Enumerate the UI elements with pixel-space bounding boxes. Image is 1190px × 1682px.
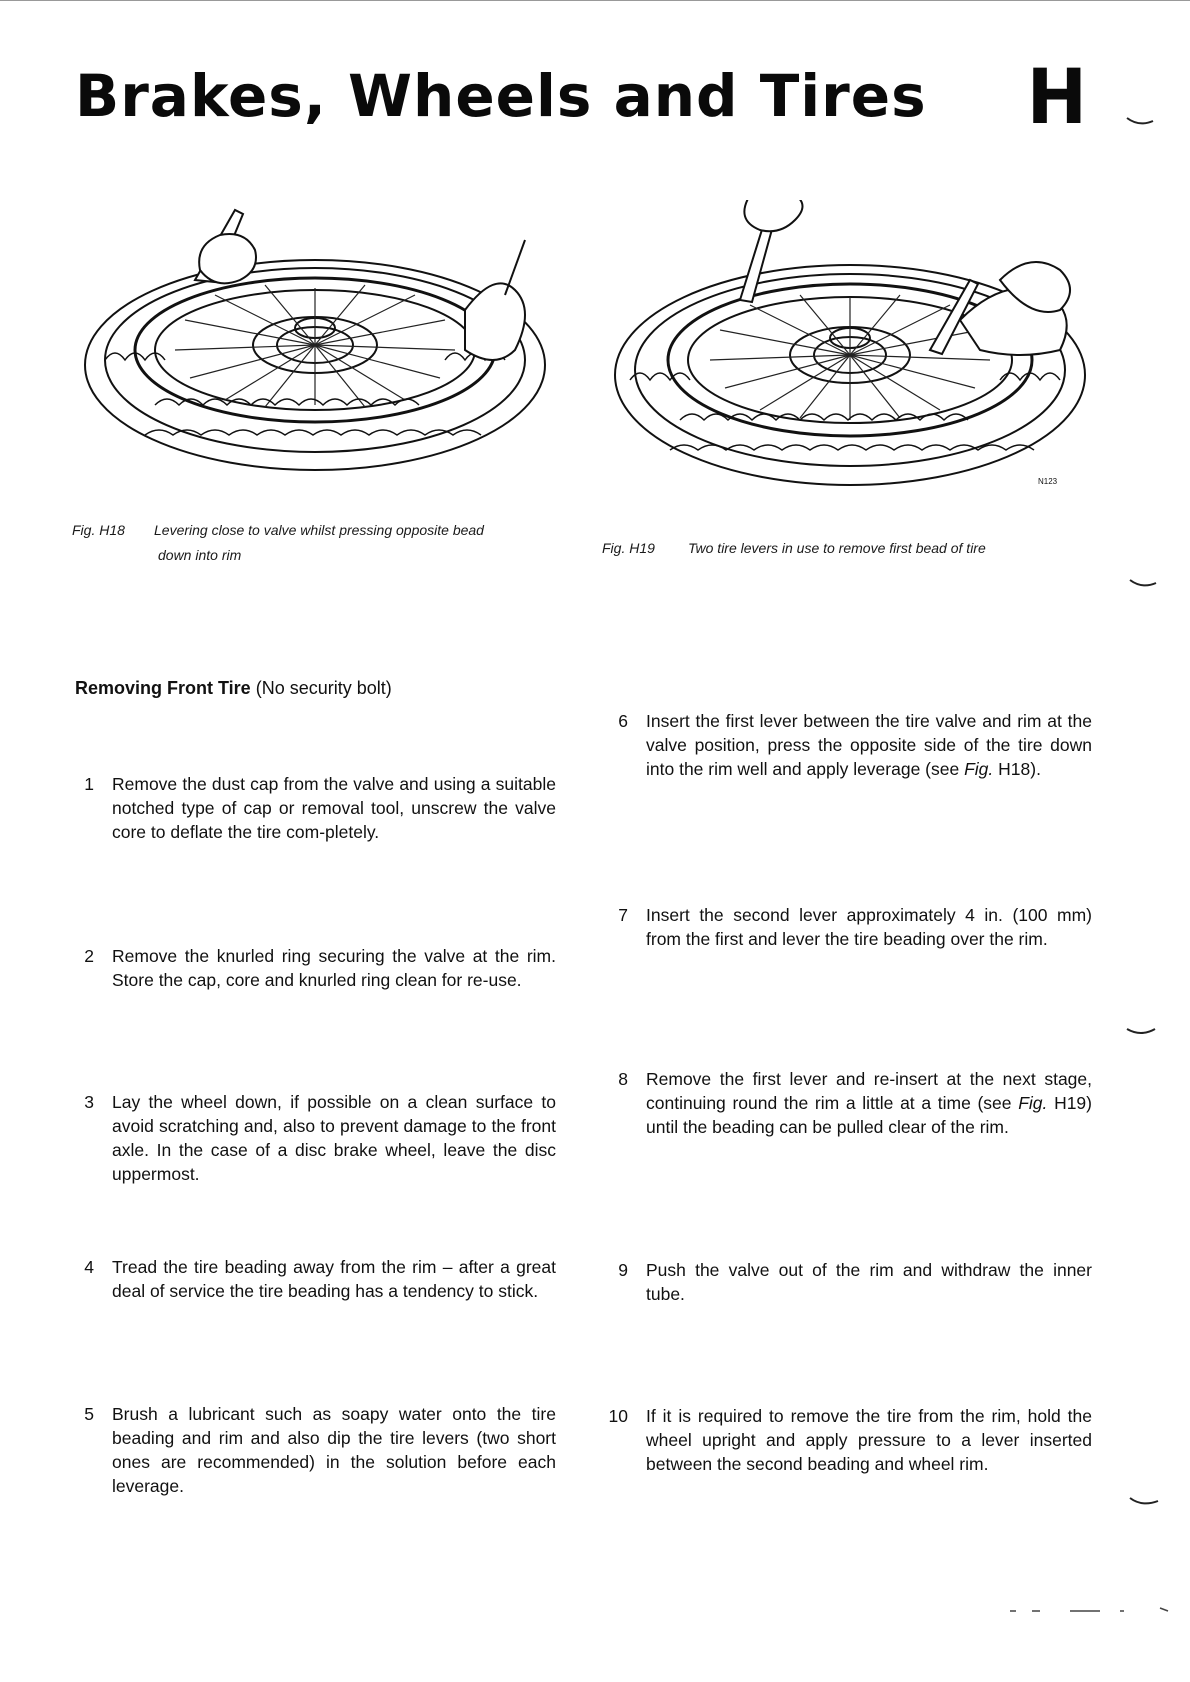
step-1 <box>66 772 556 872</box>
step-number: 3 <box>84 1092 94 1112</box>
step-2 <box>66 944 556 1024</box>
figure-h18 <box>65 200 565 490</box>
step-10 <box>600 1404 1092 1504</box>
top-rule <box>0 0 1190 1</box>
step-text <box>646 1067 1092 1139</box>
step-text: Remove the knurled ring securing the valve at the rim. Store the cap, core and knurled ring clean for re-use. <box>112 946 556 990</box>
step-text <box>646 709 1092 781</box>
figure-h18-caption-line1: Levering close to valve whilst pressing opposite bead <box>154 522 484 538</box>
figure-h19 <box>600 200 1100 510</box>
step-text: Remove the dust cap from the valve and using a suitable notched type of cap or removal tool, unscrew the valve core to deflate the tire com-pletely. <box>112 774 556 842</box>
step-number: 5 <box>84 1404 94 1424</box>
margin-mark <box>1128 1495 1160 1509</box>
step-text: Brush a lubricant such as soapy water onto the tire beading and rim and also dip the tire levers (two short ones are recommended) in the solution before each leverage. <box>112 1404 556 1496</box>
step-number: 10 <box>608 1406 628 1426</box>
section-letter: H <box>1026 52 1088 141</box>
step-text-part: Remove the first lever and re-insert at the next stage, continuing round the rim a little at a time (see <box>646 1069 1092 1113</box>
step-text: Tread the tire beading away from the rim – after a great deal of service the tire beading has a tendency to stick. <box>112 1257 556 1301</box>
step-text: Lay the wheel down, if possible on a clean surface to avoid scratching and, also to prevent damage to the front axle. In the case of a disc brake wheel, leave the disc uppermost. <box>112 1092 556 1184</box>
step-text: If it is required to remove the tire from the rim, hold the wheel upright and apply pressure to a lever inserted between the second beading and wheel rim. <box>646 1406 1092 1474</box>
step-number: 9 <box>618 1260 628 1280</box>
figure-h19-caption-line1: Two tire levers in use to remove first bead of tire <box>688 540 986 556</box>
figure-h19-number: Fig. H19 <box>602 540 655 556</box>
step-text-part: H19) until the beading can be pulled clear of the rim. <box>646 1093 1092 1137</box>
tire-lever-illustration-icon <box>65 200 565 490</box>
step-text-part: H18). <box>993 759 1041 779</box>
section-heading-bold: Removing Front Tire <box>75 678 251 698</box>
figure-h18-caption-line2: down into rim <box>158 547 242 563</box>
step-8 <box>600 1067 1092 1167</box>
step-number: 1 <box>84 774 94 794</box>
section-heading <box>75 678 392 699</box>
margin-mark <box>1010 1605 1170 1615</box>
figure-h19-caption <box>602 536 1122 561</box>
step-text: Insert the second lever approximately 4 in. (100 mm) from the first and lever the tire beading over the rim. <box>646 905 1092 949</box>
figure-h18-number: Fig. H18 <box>72 522 125 538</box>
step-4 <box>66 1255 556 1335</box>
step-5 <box>66 1402 556 1502</box>
step-number: 4 <box>84 1257 94 1277</box>
figure-h18-caption <box>72 518 592 568</box>
page-title: Brakes, Wheels and Tires <box>75 62 927 130</box>
step-6 <box>600 709 1092 809</box>
step-number: 2 <box>84 946 94 966</box>
step-text-part: Insert the first lever between the tire valve and rim at the valve position, press the opposite side of the tire down into the rim well and apply leverage (see <box>646 711 1092 779</box>
step-text: Push the valve out of the rim and withdraw the inner tube. <box>646 1260 1092 1304</box>
figure-h19-ref-code: N123 <box>1038 477 1058 486</box>
margin-mark <box>1125 115 1155 129</box>
two-tire-levers-illustration-icon <box>600 200 1100 510</box>
step-number: 8 <box>618 1069 628 1089</box>
step-number: 7 <box>618 905 628 925</box>
step-7 <box>600 903 1092 983</box>
figure-reference: Fig. <box>1018 1093 1048 1113</box>
step-number: 6 <box>618 711 628 731</box>
step-3 <box>66 1090 556 1190</box>
section-heading-rest: (No security bolt) <box>255 678 392 698</box>
figure-reference: Fig. <box>964 759 994 779</box>
step-9 <box>600 1258 1092 1318</box>
margin-mark <box>1128 577 1158 591</box>
margin-mark <box>1125 1025 1159 1039</box>
